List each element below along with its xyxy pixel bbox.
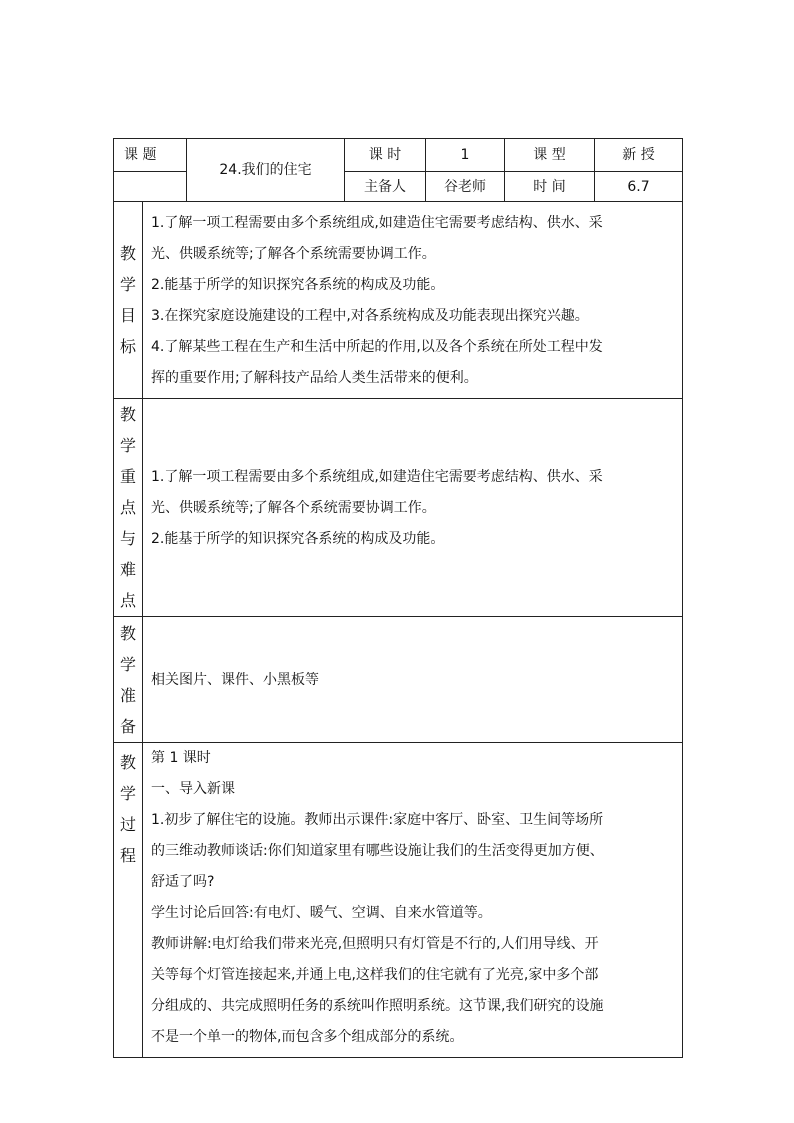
preparer-label: 主备人 <box>364 178 407 195</box>
process-label-char: 过 <box>119 815 136 834</box>
keypoints-label-char: 学 <box>119 436 136 455</box>
goals-content <box>143 202 683 399</box>
keypoints-label-char: 点 <box>119 591 136 610</box>
type-value-cell <box>595 139 683 172</box>
preparation-label-char: 准 <box>119 685 136 705</box>
process-line: 不是一个单一的物体,而包含多个组成部分的系统。 <box>151 1029 464 1045</box>
process-line: 一、导入新课 <box>151 781 235 797</box>
keypoints-label-char: 教 <box>119 405 136 424</box>
type-label: 课 型 <box>533 147 566 163</box>
keypoints-line: 光、供暖系统等;了解各个系统需要协调工作。 <box>151 500 436 516</box>
preparer-label-cell <box>345 172 426 202</box>
period-value: 1 <box>460 147 470 163</box>
preparation-label-cell <box>114 617 143 743</box>
process-content <box>143 743 683 1058</box>
keypoints-line: 1.了解一项工程需要由多个系统组成,如建造住宅需要考虑结构、供水、采 <box>151 469 603 485</box>
type-value: 新 授 <box>622 147 655 163</box>
process-line: 教师讲解:电灯给我们带来光亮,但照明只有灯管是不行的,人们用导线、开 <box>151 936 599 952</box>
preparation-label-char: 学 <box>119 654 136 674</box>
preparation-label-char: 备 <box>119 716 136 736</box>
goals-label-char: 学 <box>119 275 136 294</box>
lesson-title: 24.我们的住宅 <box>219 162 312 178</box>
topic-label <box>114 148 186 162</box>
topic-label-text: 课 题 <box>124 147 157 163</box>
process-line: 关等每个灯管连接起来,并通上电,这样我们的住宅就有了光亮,家中多个部 <box>151 967 599 983</box>
preparation-label-char: 教 <box>119 623 136 643</box>
time-label: 时 间 <box>533 178 566 195</box>
topic-value-cell <box>187 139 345 202</box>
keypoints-label-char: 重 <box>119 467 136 486</box>
keypoints-content <box>143 399 683 617</box>
process-line: 的三维动教师谈话:你们知道家里有哪些设施让我们的生活变得更加方便、 <box>151 843 604 859</box>
time-label-cell <box>505 172 595 202</box>
period-label: 课 时 <box>368 147 402 163</box>
goals-label-cell <box>114 202 143 399</box>
process-line: 1.初步了解住宅的设施。教师出示课件:家庭中客厅、卧室、卫生间等场所 <box>151 812 604 828</box>
process-label-cell <box>114 743 143 1058</box>
process-label-char: 学 <box>119 784 136 803</box>
goals-line: 3.在探究家庭设施建设的工程中,对各系统构成及功能表现出探究兴趣。 <box>151 308 589 324</box>
time-value: 6.7 <box>627 178 650 195</box>
time-value-cell <box>595 172 683 202</box>
period-value-cell <box>426 139 505 172</box>
goals-line: 挥的重要作用;了解科技产品给人类生活带来的便利。 <box>151 370 478 386</box>
process-line: 分组成的、共完成照明任务的系统叫作照明系统。这节课,我们研究的设施 <box>151 998 604 1014</box>
process-label-char: 教 <box>119 753 136 772</box>
preparation-content <box>143 617 683 743</box>
goals-label-char: 目 <box>119 306 136 325</box>
goals-label-char: 标 <box>119 337 136 356</box>
keypoints-label-char: 点 <box>119 498 136 517</box>
process-line: 舒适了吗? <box>151 874 215 890</box>
preparer-value-cell <box>426 172 505 202</box>
keypoints-line: 2.能基于所学的知识探究各系统的构成及功能。 <box>151 531 445 547</box>
lesson-plan-table <box>113 138 683 1058</box>
goals-line: 2.能基于所学的知识探究各系统的构成及功能。 <box>151 277 445 293</box>
goals-line: 1.了解一项工程需要由多个系统组成,如建造住宅需要考虑结构、供水、采 <box>151 215 603 231</box>
process-line: 学生讨论后回答:有电灯、暖气、空调、自来水管道等。 <box>151 905 492 921</box>
type-label-cell <box>505 139 595 172</box>
preparation-line: 相关图片、课件、小黑板等 <box>151 672 319 688</box>
process-line: 第 1 课时 <box>151 750 211 766</box>
period-label-cell <box>345 139 426 172</box>
topic-label-cell <box>114 139 187 172</box>
keypoints-label-char: 难 <box>119 560 136 579</box>
goals-line: 光、供暖系统等;了解各个系统需要协调工作。 <box>151 246 436 262</box>
keypoints-label-char: 与 <box>119 529 136 548</box>
topic-label-lower-cell <box>114 172 187 202</box>
goals-label-char: 教 <box>119 244 136 263</box>
goals-line: 4.了解某些工程在生产和生活中所起的作用,以及各个系统在所处工程中发 <box>151 339 603 355</box>
keypoints-label-cell <box>114 399 143 617</box>
preparer-value: 谷老师 <box>444 178 487 195</box>
process-label-char: 程 <box>119 846 136 865</box>
